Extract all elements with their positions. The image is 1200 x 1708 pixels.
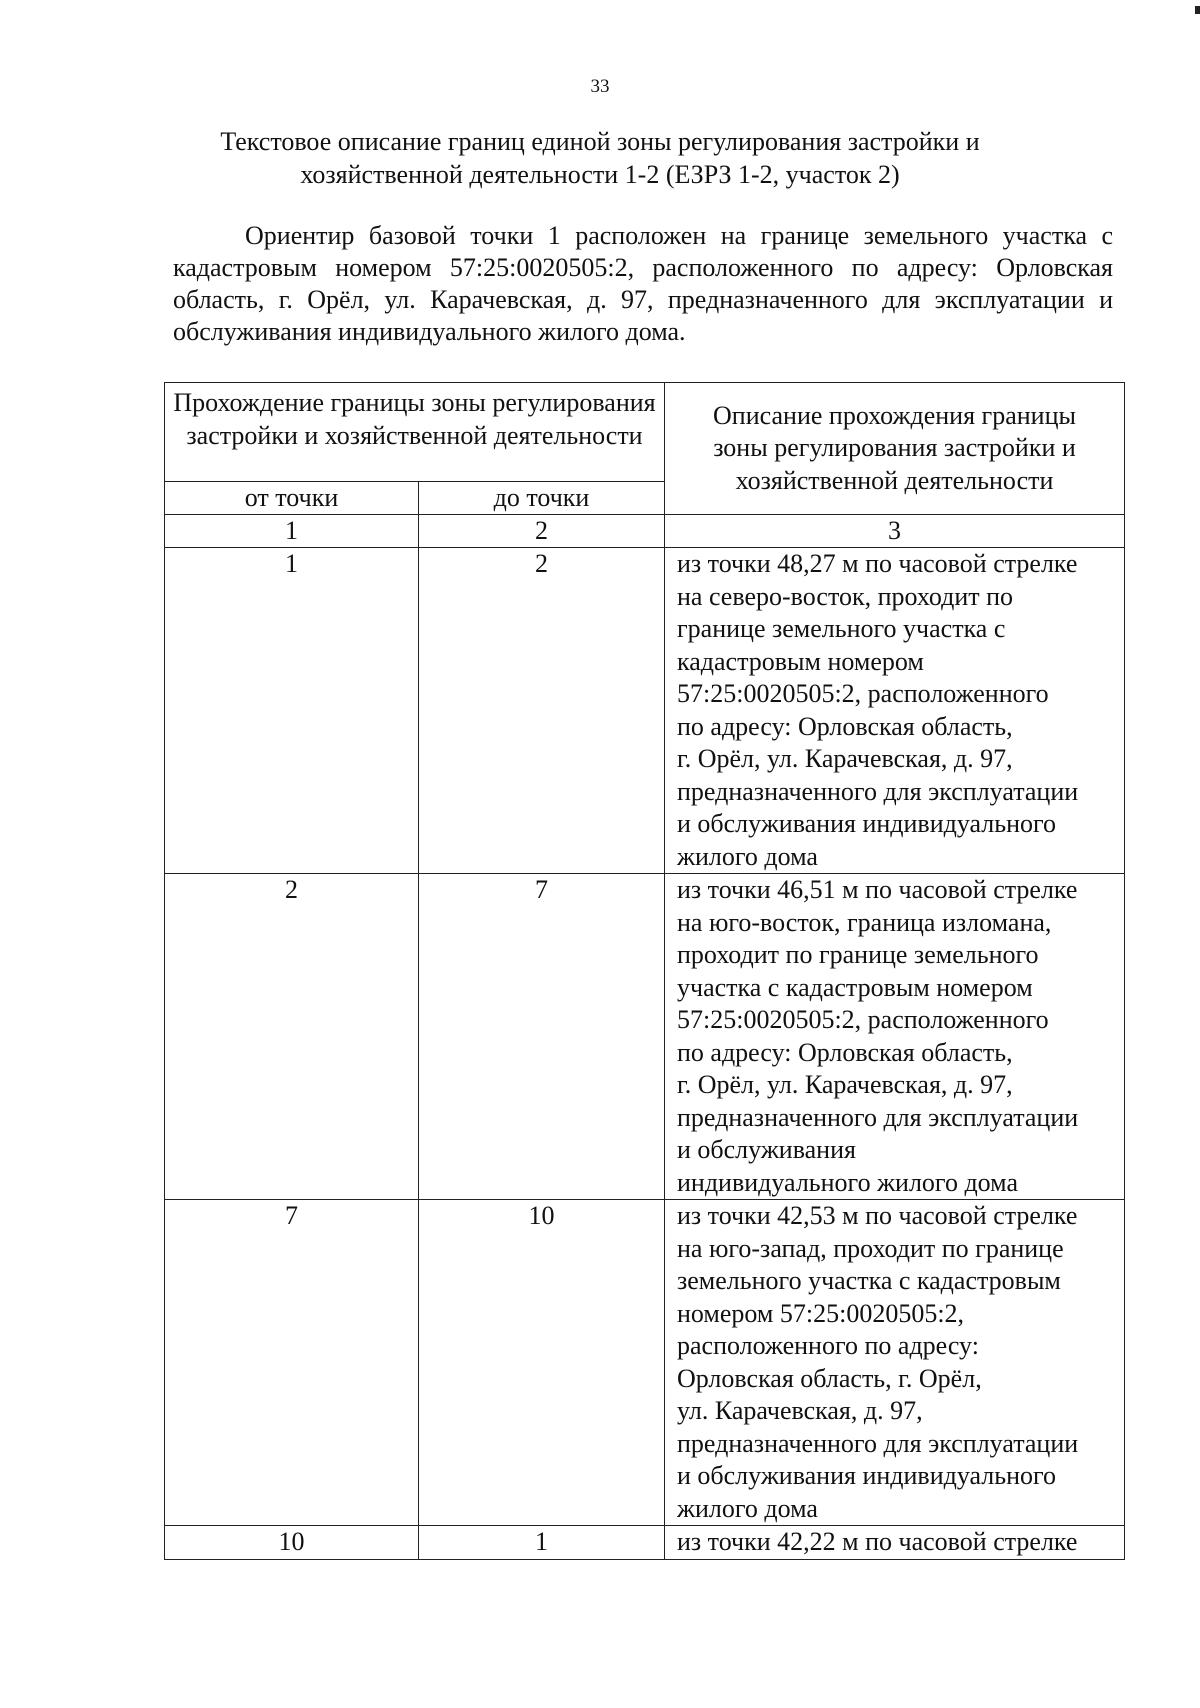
to-point-cell: 7 xyxy=(419,874,665,1200)
description-line: по адресу: Орловская область, xyxy=(677,711,1013,741)
description-line: проходит по границе земельного xyxy=(677,940,1039,969)
description-line: земельного участка с кадастровым xyxy=(677,1266,1061,1295)
description-line: жилого дома xyxy=(677,841,818,871)
description-line: номером 57:25:0020505:2, xyxy=(677,1298,965,1328)
description-line: по адресу: Орловская область, xyxy=(677,1037,1013,1067)
description-line: г. Орёл, ул. Карачевская, д. 97, xyxy=(677,1070,1013,1099)
description-cell xyxy=(665,1526,1125,1560)
description-line: кадастровым номером xyxy=(677,646,924,676)
description-line: г. Орёл, ул. Карачевская, д. 97, xyxy=(677,744,1013,773)
column-number: 3 xyxy=(665,515,1125,548)
header-to-point: до точки xyxy=(419,482,665,515)
description-line: на северо-восток, проходит по xyxy=(677,581,1014,611)
description-line: 57:25:0020505:2, расположенного xyxy=(677,1005,1049,1034)
description-line: границе земельного участка с xyxy=(677,614,1006,643)
description-line: жилого дома xyxy=(677,1493,818,1523)
boundary-table xyxy=(164,382,1125,1560)
scan-mark xyxy=(1195,6,1200,14)
description-line: из точки 46,51 м по часовой стрелке xyxy=(677,875,1078,904)
description-line: из точки 42,22 м по часовой стрелке xyxy=(677,1527,1078,1556)
title-line-2: хозяйственной деятельности 1-2 (ЕЗРЗ 1-2, участок 2) xyxy=(300,160,900,189)
description-line: Орловская область, г. Орёл, xyxy=(677,1363,982,1393)
description-line: расположенного по адресу: xyxy=(677,1331,979,1360)
header-passage: Прохождение границы зоны регулирования застройки и хозяйственной деятельности xyxy=(165,383,665,482)
from-point-cell: 2 xyxy=(165,874,419,1200)
description-line: индивидуального жилого дома xyxy=(677,1167,1018,1197)
table-row xyxy=(165,1526,1125,1560)
header-description: Описание прохождения границы зоны регулирования застройки и хозяйственной деятельности xyxy=(665,383,1125,515)
header-from-point: от точки xyxy=(165,482,419,515)
column-number: 1 xyxy=(165,515,419,548)
to-point-cell: 2 xyxy=(419,548,665,874)
description-line: из точки 48,27 м по часовой стрелке xyxy=(677,549,1078,578)
column-number-row xyxy=(165,515,1125,548)
from-point-cell: 7 xyxy=(165,1200,419,1526)
title-line-1: Текстовое описание границ единой зоны регулирования застройки и xyxy=(220,127,980,156)
description-line: на юго-запад, проходит по границе xyxy=(677,1233,1064,1263)
from-point-cell: 1 xyxy=(165,548,419,874)
description-line: из точки 42,53 м по часовой стрелке xyxy=(677,1201,1078,1230)
description-line: предназначенного для эксплуатации xyxy=(677,1428,1079,1458)
table-row xyxy=(165,548,1125,874)
header-row xyxy=(165,383,1125,482)
table-row xyxy=(165,874,1125,1200)
description-line: ул. Карачевская, д. 97, xyxy=(677,1396,923,1425)
description-line: 57:25:0020505:2, расположенного xyxy=(677,679,1049,708)
column-number: 2 xyxy=(419,515,665,548)
page-number: 33 xyxy=(590,76,610,97)
description-cell xyxy=(665,1200,1125,1526)
description-line: участка с кадастровым номером xyxy=(677,972,1033,1002)
document-title xyxy=(150,125,1050,191)
description-line: на юго-восток, граница изломана, xyxy=(677,907,1052,937)
from-point-cell: 10 xyxy=(165,1526,419,1560)
description-line: и обслуживания xyxy=(677,1135,856,1164)
description-line: предназначенного для эксплуатации xyxy=(677,776,1079,806)
to-point-cell: 1 xyxy=(419,1526,665,1560)
description-line: и обслуживания индивидуального xyxy=(677,809,1057,838)
intro-paragraph: Ориентир базовой точки 1 расположен на границе земельного участка с кадастровым номером 57:25:0020505:2, расположенного по адресу: Орловская область, г. Орёл, ул. Карачевская, д. 97, предназначенного для эксплуатации и обслуживания индивидуального жилого дома. xyxy=(173,221,1113,346)
description-cell xyxy=(665,548,1125,874)
to-point-cell: 10 xyxy=(419,1200,665,1526)
description-line: и обслуживания индивидуального xyxy=(677,1461,1057,1490)
description-cell xyxy=(665,874,1125,1200)
description-line: предназначенного для эксплуатации xyxy=(677,1102,1079,1132)
table-row xyxy=(165,1200,1125,1526)
